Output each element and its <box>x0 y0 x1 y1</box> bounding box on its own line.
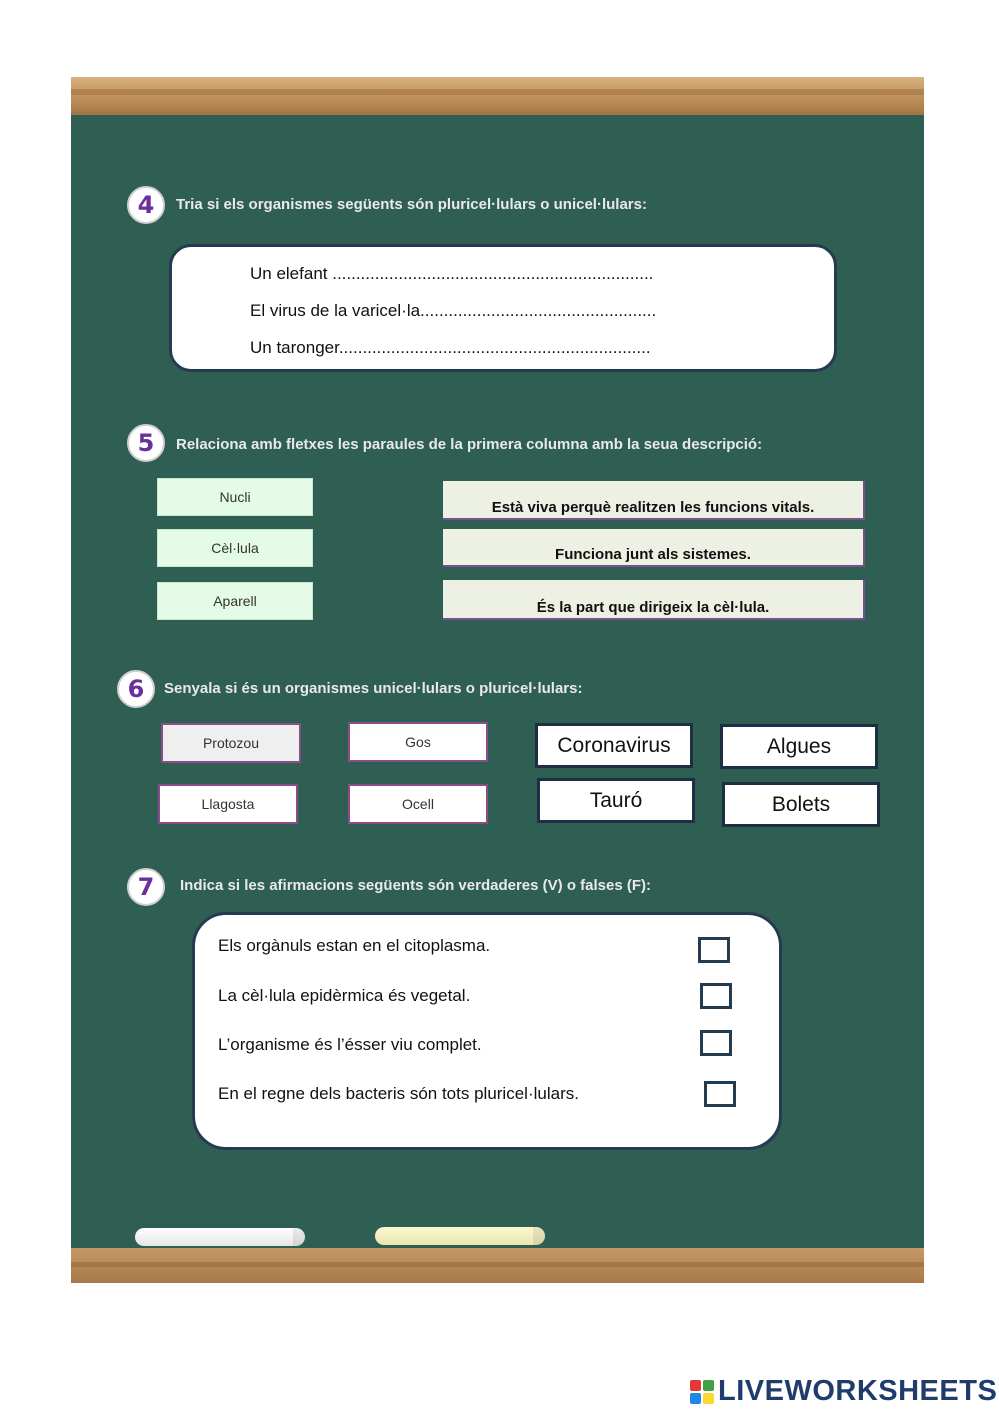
q5-word-nucli[interactable]: Nucli <box>157 478 313 516</box>
q6-item-llagosta[interactable]: Llagosta <box>158 784 298 824</box>
question-7-statements-panel <box>192 912 782 1150</box>
q7-answer-box-1[interactable] <box>698 937 730 963</box>
q6-item-bolets[interactable]: Bolets <box>722 782 880 827</box>
q5-word-cellula[interactable]: Cèl·lula <box>157 529 313 567</box>
white-chalk <box>135 1228 305 1246</box>
question-6-title: Senyala si és un organismes unicel·lulars o pluricel·lulars: <box>164 680 583 697</box>
q6-item-algues[interactable]: Algues <box>720 724 878 769</box>
liveworksheets-logo-icon <box>690 1380 714 1404</box>
q7-statement-2: La cèl·lula epidèrmica és vegetal. <box>218 986 471 1005</box>
question-7-number-badge: 7 <box>127 868 165 906</box>
q5-description-2[interactable]: Funciona junt als sistemes. <box>443 529 865 567</box>
yellow-chalk <box>375 1227 545 1245</box>
board-frame-bottom <box>71 1248 924 1283</box>
q6-item-coronavirus[interactable]: Coronavirus <box>535 723 693 768</box>
question-5-title: Relaciona amb fletxes les paraules de la primera columna amb la seua descripció: <box>176 436 763 453</box>
q6-item-gos[interactable]: Gos <box>348 722 488 762</box>
question-6-number-badge: 6 <box>117 670 155 708</box>
question-7-title: Indica si les afirmacions següents són verdaderes (V) o falses (F): <box>180 877 651 894</box>
question-4-number-badge: 4 <box>127 186 165 224</box>
board-frame-top <box>71 77 924 115</box>
question-4-answer-panel <box>169 244 837 372</box>
q6-item-ocell[interactable]: Ocell <box>348 784 488 824</box>
q5-word-aparell[interactable]: Aparell <box>157 582 313 620</box>
q6-item-tauro[interactable]: Tauró <box>537 778 695 823</box>
question-4-title: Tria si els organismes següents són pluricel·lulars o unicel·lulars: <box>176 196 647 213</box>
q6-item-protozou[interactable]: Protozou <box>161 723 301 763</box>
q7-answer-box-4[interactable] <box>704 1081 736 1107</box>
q4-line-elefant[interactable]: Un elefant .................................................................... <box>250 264 654 283</box>
q7-statement-4: En el regne dels bacteris són tots pluricel·lulars. <box>218 1084 579 1103</box>
q7-statement-3: L’organisme és l’ésser viu complet. <box>218 1035 482 1054</box>
q4-line-taronger[interactable]: Un taronger.................................................................. <box>250 338 651 357</box>
q4-line-virus[interactable]: El virus de la varicel·la.................................................. <box>250 301 657 320</box>
q5-description-3[interactable]: És la part que dirigeix la cèl·lula. <box>443 580 865 620</box>
q5-description-1[interactable]: Està viva perquè realitzen les funcions vitals. <box>443 481 865 520</box>
q7-answer-box-3[interactable] <box>700 1030 732 1056</box>
question-5-number-badge: 5 <box>127 424 165 462</box>
liveworksheets-logo <box>690 1375 997 1408</box>
q7-answer-box-2[interactable] <box>700 983 732 1009</box>
q7-statement-1: Els orgànuls estan en el citoplasma. <box>218 936 491 955</box>
liveworksheets-logo-text: LIVEWORKSHEETS <box>718 1375 998 1407</box>
